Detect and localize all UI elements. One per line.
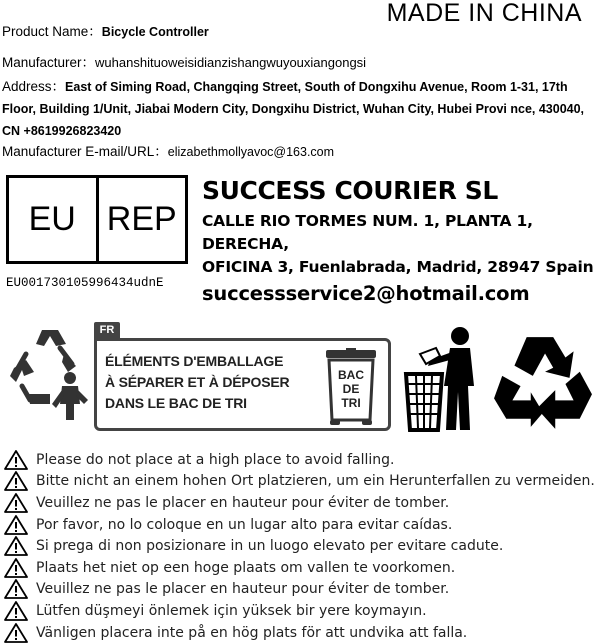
product-name-line xyxy=(2,24,209,40)
sorting-line3: DANS LE BAC DE TRI xyxy=(105,395,247,411)
warning-item xyxy=(4,557,600,579)
ec-rep-eu: EU xyxy=(28,200,76,238)
warning-item xyxy=(4,471,600,493)
warning-text: Bitte nicht an einem hohen Ort platzieren, um ein Herunterfallen zu vermeiden. xyxy=(36,473,595,490)
ec-rep-rep: REP xyxy=(96,178,186,261)
sorting-line2: À SÉPARER ET À DÉPOSER xyxy=(105,374,290,390)
warning-item xyxy=(4,449,600,471)
representative-address-line1: CALLE RIO TORMES NUM. 1, PLANTA 1, DERECHA, xyxy=(202,212,533,253)
representative-name: SUCCESS COURIER SL xyxy=(202,176,498,205)
bin-line2: DE xyxy=(342,382,360,396)
ec-rep-code: EU001730105996434udnE xyxy=(6,276,164,290)
triman-icon xyxy=(6,324,96,424)
sorting-instructions xyxy=(105,351,289,414)
sorting-panel xyxy=(94,322,391,431)
warning-text: Vänligen placera inte på en hög plats för att undvika att falla. xyxy=(36,624,468,641)
warning-item xyxy=(4,579,600,601)
warning-triangle-icon xyxy=(4,536,28,556)
warning-triangle-icon xyxy=(4,493,28,513)
warning-triangle-icon xyxy=(4,471,28,491)
warning-triangle-icon xyxy=(4,579,28,599)
bin-line1: BAC xyxy=(338,368,364,382)
ec-rep-symbol xyxy=(6,175,188,264)
email-line xyxy=(2,144,334,160)
warning-text: Veuillez ne pas le placer en hauteur pour éviter de tomber. xyxy=(36,494,450,511)
warning-item xyxy=(4,535,600,557)
sorting-bin-icon xyxy=(324,348,378,426)
sorting-box xyxy=(94,338,391,431)
warning-item xyxy=(4,600,600,622)
warning-triangle-icon xyxy=(4,558,28,578)
sorting-line1: ÉLÉMENTS D'EMBALLAGE xyxy=(105,353,284,369)
address-line xyxy=(2,76,598,142)
manufacturer-label: Manufacturer： xyxy=(2,55,96,70)
warning-text: Veuillez ne pas le placer en hauteur pour éviter de tomber. xyxy=(36,581,450,598)
fr-tab: FR xyxy=(94,322,120,338)
warning-item xyxy=(4,492,600,514)
warning-list xyxy=(4,449,600,643)
address-label: Address： xyxy=(2,79,66,94)
warning-text: Please do not place at a high place to avoid falling. xyxy=(36,451,395,468)
warning-text: Plaats het niet op een hoge plaats om vallen te voorkomen. xyxy=(36,559,456,576)
warning-item xyxy=(4,622,600,643)
warning-text: Por favor, no lo coloque en un lugar alto para evitar caídas. xyxy=(36,516,453,533)
product-name-label: Product Name： xyxy=(2,24,102,39)
warning-triangle-icon xyxy=(4,623,28,643)
email-value: elizabethmollyavoc@163.com xyxy=(167,145,335,159)
manufacturer-value: wuhanshituoweisidianzishangwuyouxiangongsi xyxy=(95,55,367,70)
tidyman-icon xyxy=(400,326,490,434)
made-in-china: MADE IN CHINA xyxy=(386,0,582,27)
email-label: Manufacturer E-mail/URL： xyxy=(2,144,168,159)
representative-address xyxy=(202,210,600,279)
representative-block xyxy=(202,176,600,307)
warning-text: Lütfen düşmeyi önlemek için yüksek bir yere koymayın. xyxy=(36,602,427,619)
manufacturer-line xyxy=(2,55,366,71)
warning-item xyxy=(4,514,600,536)
bin-line3: TRI xyxy=(341,396,361,410)
warning-triangle-icon xyxy=(4,601,28,621)
address-value: East of Siming Road, Changqing Street, South of Dongxihu Avenue, Room 1-31, 17th Floor, Building 1/Unit, Jiabai Modern City, Dongxihu District, Wuhan City, Hubei Provi nce, 430040, CN +8619926823420 xyxy=(2,80,585,138)
representative-email: successservice2@hotmail.com xyxy=(202,282,530,305)
recycle-icon xyxy=(492,330,594,434)
warning-text: Si prega di non posizionare in un luogo elevato per evitare cadute. xyxy=(36,538,504,555)
representative-address-line2: OFICINA 3, Fuenlabrada, Madrid, 28947 Spain xyxy=(202,258,594,276)
product-name-value: Bicycle Controller xyxy=(101,25,209,39)
warning-triangle-icon xyxy=(4,515,28,535)
warning-triangle-icon xyxy=(4,450,28,470)
